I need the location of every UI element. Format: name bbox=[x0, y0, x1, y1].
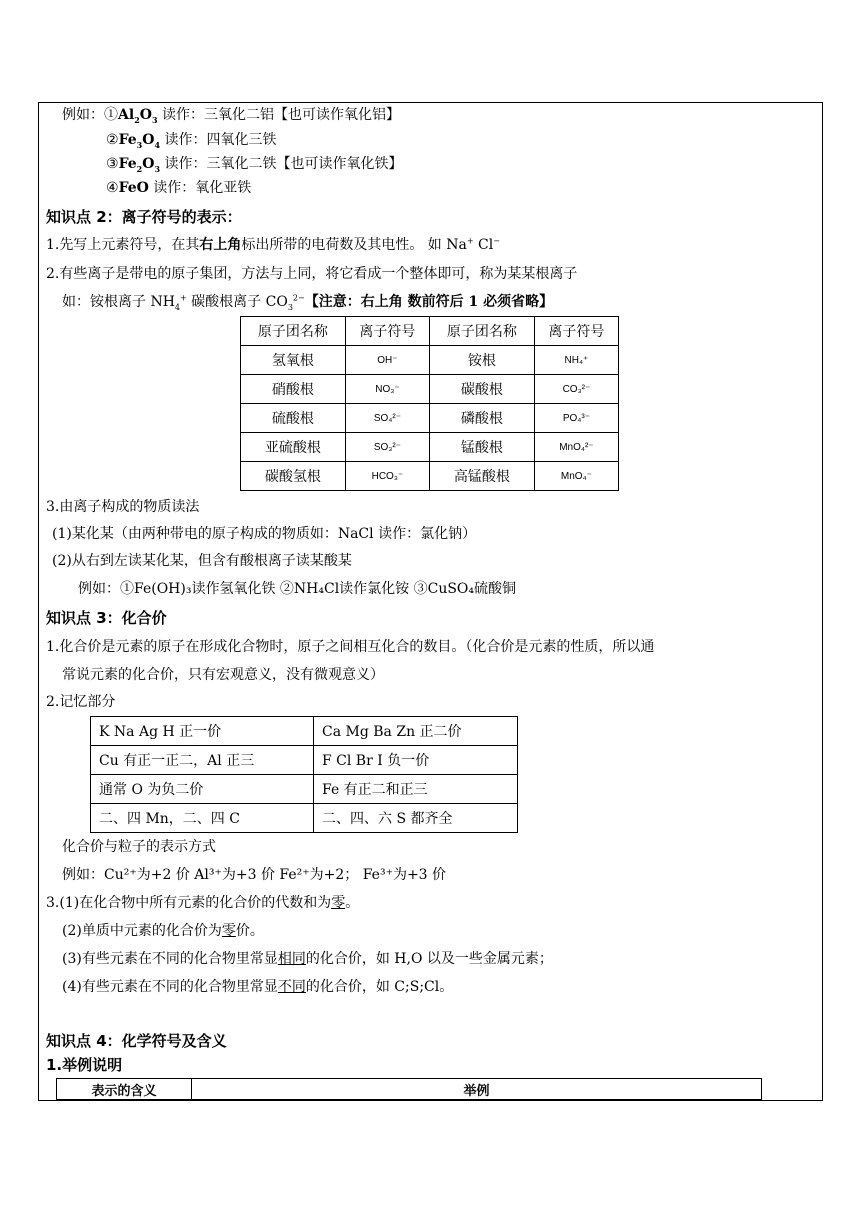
k3-rule-2: (2)单质中元素的化合价为零价。 bbox=[62, 923, 264, 939]
valence-row bbox=[91, 775, 518, 804]
valence-row bbox=[91, 746, 518, 775]
section-title-k2: 知识点 2：离子符号的表示： bbox=[46, 208, 242, 226]
ion-cell: 铵根 bbox=[429, 346, 534, 375]
k2-para-3: 如：铵根离子 $NH_4^+$ 碳酸根离子 $CO_3^{2-}$【注意：右上角 数前符后 1 必须省略】 bbox=[62, 293, 554, 312]
ion-cell: 磷酸根 bbox=[429, 404, 534, 433]
valence-cell: K Na Ag H 正一价 bbox=[91, 717, 314, 746]
ion-cell: 硝酸根 bbox=[241, 375, 346, 404]
ion-cell: MnO₄⁻ bbox=[534, 462, 618, 491]
ion-header-cell: 离子符号 bbox=[345, 317, 429, 346]
example-line-4: ④FeO 读作：氧化亚铁 bbox=[106, 180, 252, 196]
k3-para-1: 1.化合价是元素的原子在形成化合物时，原子之间相互化合的数目。（化合价是元素的性质，所以通 bbox=[46, 639, 655, 655]
k3-rule-1: 3.(1)在化合物中所有元素的化合价的代数和为零。 bbox=[46, 895, 360, 911]
valence-row bbox=[91, 804, 518, 833]
meaning-table-header bbox=[57, 1079, 762, 1100]
valence-cell: F Cl Br I 负一价 bbox=[314, 746, 518, 775]
ion-header-cell: 原子团名称 bbox=[429, 317, 534, 346]
k2-para-7: 例如：①Fe(OH)₃读作氢氧化铁 ②NH₄Cl读作氯化铵 ③CuSO₄硫酸铜 bbox=[78, 581, 517, 597]
ion-table-header bbox=[241, 317, 619, 346]
example-line-3: $③Fe_2O_3$ 读作：三氧化二铁【也可读作氧化铁】 bbox=[106, 156, 403, 174]
ion-cell: 硫酸根 bbox=[241, 404, 346, 433]
ion-cell: SO₃²⁻ bbox=[345, 433, 429, 462]
k3-para-3: 化合价与粒子的表示方式 bbox=[62, 839, 216, 855]
example-line-2: $②Fe_3O_4$ 读作：四氧化三铁 bbox=[106, 132, 277, 150]
k3-para-1b: 常说元素的化合价，只有宏观意义，没有微观意义） bbox=[62, 667, 384, 683]
ion-table-row bbox=[241, 433, 619, 462]
ion-cell: 锰酸根 bbox=[429, 433, 534, 462]
k3-rule-3: (3)有些元素在不同的化合物里常显相同的化合价，如 H,O 以及一些金属元素； bbox=[62, 951, 553, 967]
valence-cell: 通常 O 为负二价 bbox=[91, 775, 314, 804]
section-title-k4: 知识点 4：化学符号及含义 bbox=[46, 1032, 227, 1050]
ion-cell: SO₄²⁻ bbox=[345, 404, 429, 433]
ion-cell: 高锰酸根 bbox=[429, 462, 534, 491]
ion-table-row bbox=[241, 375, 619, 404]
k3-para-4: 例如：Cu²⁺为+2 价 Al³⁺为+3 价 Fe²⁺为+2； Fe³⁺为+3 价 bbox=[62, 867, 447, 883]
ion-cell: PO₄³⁻ bbox=[534, 404, 618, 433]
example-line-1: 例如：$①Al_2O_3$ 读作：三氧化二铝【也可读作氧化铝】 bbox=[62, 107, 400, 125]
k2-para-1: 1.先写上元素符号，在其右上角标出所带的电荷数及其电性。 如 Na+ Cl− bbox=[46, 236, 500, 253]
valence-cell: 二、四 Mn，二、四 C bbox=[91, 804, 314, 833]
ion-cell: NH₄⁺ bbox=[534, 346, 618, 375]
section-title-k3: 知识点 3：化合价 bbox=[46, 609, 167, 627]
k2-para-5: (1)某化某（由两种带电的原子构成的物质如：NaCl 读作：氯化钠） bbox=[52, 526, 477, 542]
ion-cell: NO₃⁻ bbox=[345, 375, 429, 404]
ion-table bbox=[240, 316, 619, 491]
valence-cell: Ca Mg Ba Zn 正二价 bbox=[314, 717, 518, 746]
valence-cell: Cu 有正一正二，Al 正三 bbox=[91, 746, 314, 775]
ion-cell: 亚硫酸根 bbox=[241, 433, 346, 462]
k2-para-4: 3.由离子构成的物质读法 bbox=[46, 499, 200, 515]
ion-table-row bbox=[241, 462, 619, 491]
ion-cell: MnO₄²⁻ bbox=[534, 433, 618, 462]
ion-header-cell: 离子符号 bbox=[534, 317, 618, 346]
ion-table-row bbox=[241, 346, 619, 375]
k2-para-6: (2)从右到左读某化某，但含有酸根离子读某酸某 bbox=[52, 553, 352, 569]
ion-cell: OH⁻ bbox=[345, 346, 429, 375]
ion-header-cell: 原子团名称 bbox=[241, 317, 346, 346]
ion-table-row bbox=[241, 404, 619, 433]
k4-subtitle: 1.举例说明 bbox=[46, 1056, 123, 1074]
meaning-header-cell: 表示的含义 bbox=[57, 1079, 192, 1100]
valence-cell: Fe 有正二和正三 bbox=[314, 775, 518, 804]
meaning-header-cell: 举例 bbox=[192, 1079, 762, 1100]
valence-table bbox=[90, 716, 518, 833]
meaning-table bbox=[56, 1078, 762, 1100]
valence-row bbox=[91, 717, 518, 746]
ion-cell: HCO₃⁻ bbox=[345, 462, 429, 491]
ion-cell: 碳酸根 bbox=[429, 375, 534, 404]
k3-para-2: 2.记忆部分 bbox=[46, 694, 116, 710]
k3-rule-4: (4)有些元素在不同的化合物里常显不同的化合价，如 C;S;Cl。 bbox=[62, 979, 454, 995]
ion-cell: CO₃²⁻ bbox=[534, 375, 618, 404]
ion-cell: 碳酸氢根 bbox=[241, 462, 346, 491]
valence-cell: 二、四、六 S 都齐全 bbox=[314, 804, 518, 833]
k2-para-2: 2.有些离子是带电的原子集团，方法与上同，将它看成一个整体即可，称为某某根离子 bbox=[46, 266, 578, 282]
ion-cell: 氢氧根 bbox=[241, 346, 346, 375]
